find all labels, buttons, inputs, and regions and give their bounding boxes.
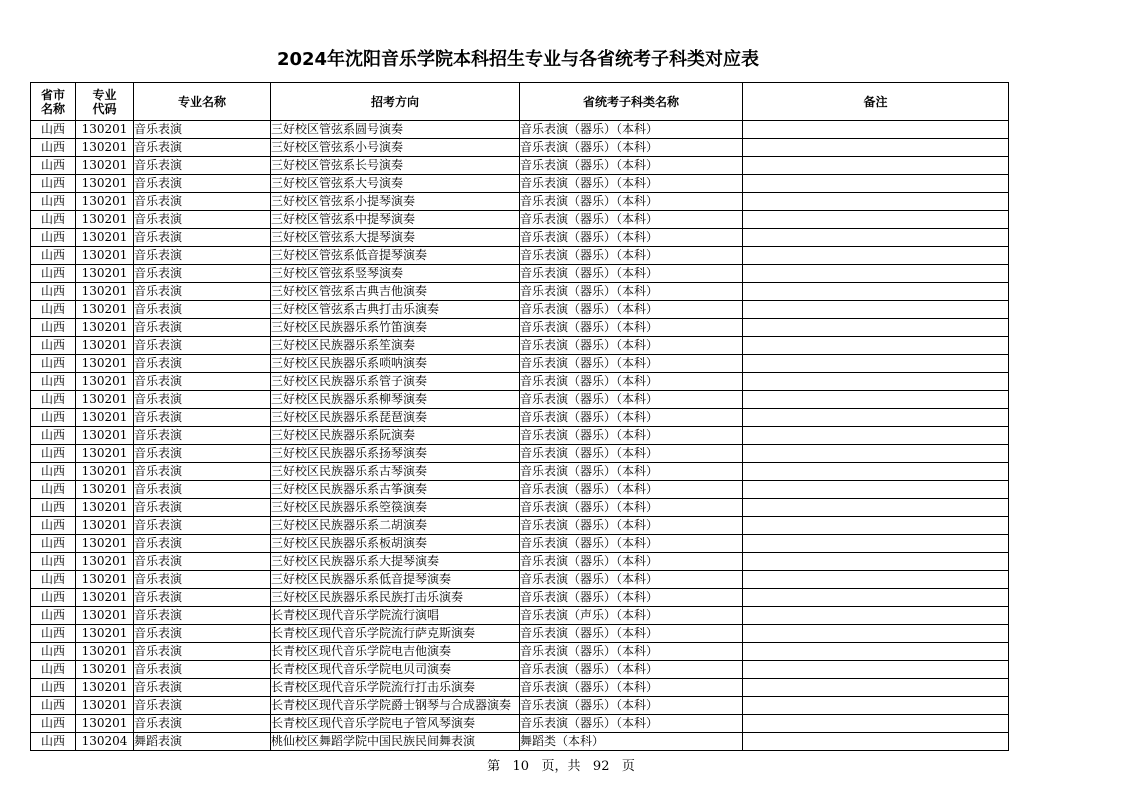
table-row <box>31 355 1009 373</box>
enrollment-table <box>30 82 1009 751</box>
cell-major-code: 130201 <box>76 571 134 589</box>
cell-province: 山西 <box>31 697 76 715</box>
cell-major-code: 130201 <box>76 175 134 193</box>
cell-category: 音乐表演（器乐）（本科） <box>520 373 743 391</box>
cell-category: 音乐表演（器乐）（本科） <box>520 391 743 409</box>
table-row <box>31 589 1009 607</box>
cell-province: 山西 <box>31 121 76 139</box>
cell-note <box>743 535 1009 553</box>
cell-note <box>743 319 1009 337</box>
table-row <box>31 157 1009 175</box>
cell-direction: 三好校区民族器乐系柳琴演奏 <box>271 391 520 409</box>
cell-category: 舞蹈类（本科） <box>520 733 743 751</box>
cell-category: 音乐表演（器乐）（本科） <box>520 517 743 535</box>
cell-direction: 三好校区民族器乐系民族打击乐演奏 <box>271 589 520 607</box>
cell-major-name: 音乐表演 <box>134 643 271 661</box>
table-row <box>31 301 1009 319</box>
cell-province: 山西 <box>31 679 76 697</box>
cell-direction: 长青校区现代音乐学院流行萨克斯演奏 <box>271 625 520 643</box>
cell-note <box>743 517 1009 535</box>
cell-major-code: 130201 <box>76 553 134 571</box>
cell-major-code: 130201 <box>76 643 134 661</box>
cell-direction: 三好校区民族器乐系管子演奏 <box>271 373 520 391</box>
cell-major-code: 130204 <box>76 733 134 751</box>
footer-current-page: 10 <box>512 759 530 774</box>
cell-note <box>743 139 1009 157</box>
cell-category: 音乐表演（器乐）（本科） <box>520 535 743 553</box>
cell-province: 山西 <box>31 625 76 643</box>
cell-note <box>743 427 1009 445</box>
cell-category: 音乐表演（器乐）（本科） <box>520 625 743 643</box>
cell-major-name: 音乐表演 <box>134 229 271 247</box>
table-row <box>31 319 1009 337</box>
cell-province: 山西 <box>31 481 76 499</box>
table-row <box>31 391 1009 409</box>
footer-total-pages: 92 <box>592 759 610 774</box>
cell-direction: 三好校区管弦系中提琴演奏 <box>271 211 520 229</box>
cell-category: 音乐表演（器乐）（本科） <box>520 679 743 697</box>
cell-note <box>743 715 1009 733</box>
table-row <box>31 553 1009 571</box>
cell-major-name: 音乐表演 <box>134 337 271 355</box>
cell-province: 山西 <box>31 499 76 517</box>
cell-major-code: 130201 <box>76 445 134 463</box>
header-category: 省统考子科类名称 <box>520 83 743 121</box>
cell-direction: 三好校区民族器乐系二胡演奏 <box>271 517 520 535</box>
cell-major-name: 音乐表演 <box>134 715 271 733</box>
cell-category: 音乐表演（器乐）（本科） <box>520 589 743 607</box>
cell-note <box>743 481 1009 499</box>
cell-province: 山西 <box>31 589 76 607</box>
cell-note <box>743 445 1009 463</box>
cell-province: 山西 <box>31 427 76 445</box>
cell-direction: 长青校区现代音乐学院流行演唱 <box>271 607 520 625</box>
cell-note <box>743 157 1009 175</box>
cell-note <box>743 463 1009 481</box>
table-row <box>31 715 1009 733</box>
table-row <box>31 607 1009 625</box>
cell-major-code: 130201 <box>76 229 134 247</box>
cell-major-name: 音乐表演 <box>134 481 271 499</box>
table-row <box>31 445 1009 463</box>
header-province-line2: 名称 <box>40 101 65 116</box>
cell-category: 音乐表演（器乐）（本科） <box>520 553 743 571</box>
cell-note <box>743 679 1009 697</box>
cell-major-code: 130201 <box>76 355 134 373</box>
cell-note <box>743 211 1009 229</box>
cell-direction: 三好校区管弦系竖琴演奏 <box>271 265 520 283</box>
cell-major-code: 130201 <box>76 499 134 517</box>
cell-province: 山西 <box>31 265 76 283</box>
cell-province: 山西 <box>31 301 76 319</box>
cell-major-code: 130201 <box>76 193 134 211</box>
cell-note <box>743 265 1009 283</box>
cell-major-code: 130201 <box>76 535 134 553</box>
cell-note <box>743 499 1009 517</box>
cell-note <box>743 229 1009 247</box>
table-row <box>31 193 1009 211</box>
footer-prefix: 第 <box>487 759 501 774</box>
cell-province: 山西 <box>31 607 76 625</box>
cell-major-name: 音乐表演 <box>134 625 271 643</box>
cell-major-code: 130201 <box>76 661 134 679</box>
cell-direction: 三好校区民族器乐系唢呐演奏 <box>271 355 520 373</box>
cell-category: 音乐表演（器乐）（本科） <box>520 409 743 427</box>
cell-province: 山西 <box>31 337 76 355</box>
table-row <box>31 427 1009 445</box>
cell-direction: 三好校区民族器乐系竹笛演奏 <box>271 319 520 337</box>
cell-major-name: 音乐表演 <box>134 445 271 463</box>
cell-note <box>743 301 1009 319</box>
cell-direction: 三好校区管弦系小提琴演奏 <box>271 193 520 211</box>
cell-direction: 长青校区现代音乐学院爵士钢琴与合成器演奏 <box>271 697 520 715</box>
page-footer <box>0 758 1122 776</box>
header-code-line1: 专业 <box>92 87 117 102</box>
cell-note <box>743 553 1009 571</box>
cell-province: 山西 <box>31 247 76 265</box>
cell-note <box>743 571 1009 589</box>
cell-major-code: 130201 <box>76 481 134 499</box>
cell-major-code: 130201 <box>76 337 134 355</box>
cell-major-code: 130201 <box>76 589 134 607</box>
cell-major-name: 音乐表演 <box>134 589 271 607</box>
table-row <box>31 625 1009 643</box>
cell-major-name: 音乐表演 <box>134 661 271 679</box>
cell-province: 山西 <box>31 193 76 211</box>
cell-note <box>743 373 1009 391</box>
cell-direction: 三好校区民族器乐系箜篌演奏 <box>271 499 520 517</box>
cell-major-code: 130201 <box>76 373 134 391</box>
table-row <box>31 571 1009 589</box>
cell-major-code: 130201 <box>76 157 134 175</box>
cell-province: 山西 <box>31 571 76 589</box>
cell-major-code: 130201 <box>76 121 134 139</box>
cell-category: 音乐表演（器乐）（本科） <box>520 229 743 247</box>
cell-province: 山西 <box>31 373 76 391</box>
cell-category: 音乐表演（器乐）（本科） <box>520 247 743 265</box>
cell-major-name: 音乐表演 <box>134 535 271 553</box>
page-title: 2024年沈阳音乐学院本科招生专业与各省统考子科类对应表 <box>276 49 760 70</box>
table-row <box>31 535 1009 553</box>
cell-direction: 长青校区现代音乐学院流行打击乐演奏 <box>271 679 520 697</box>
table-row <box>31 679 1009 697</box>
cell-major-name: 音乐表演 <box>134 679 271 697</box>
header-province <box>31 83 76 121</box>
table-row <box>31 697 1009 715</box>
table-header-row <box>31 83 1009 121</box>
table-row <box>31 661 1009 679</box>
cell-note <box>743 409 1009 427</box>
cell-category: 音乐表演（器乐）（本科） <box>520 139 743 157</box>
header-major-name: 专业名称 <box>134 83 271 121</box>
cell-direction: 长青校区现代音乐学院电贝司演奏 <box>271 661 520 679</box>
cell-direction: 三好校区民族器乐系古筝演奏 <box>271 481 520 499</box>
cell-major-code: 130201 <box>76 301 134 319</box>
cell-direction: 桃仙校区舞蹈学院中国民族民间舞表演 <box>271 733 520 751</box>
cell-category: 音乐表演（器乐）（本科） <box>520 481 743 499</box>
cell-note <box>743 121 1009 139</box>
cell-note <box>743 625 1009 643</box>
header-note: 备注 <box>743 83 1009 121</box>
cell-note <box>743 193 1009 211</box>
cell-category: 音乐表演（声乐）（本科） <box>520 607 743 625</box>
cell-note <box>743 589 1009 607</box>
table-row <box>31 463 1009 481</box>
table-row <box>31 265 1009 283</box>
cell-major-name: 舞蹈表演 <box>134 733 271 751</box>
cell-province: 山西 <box>31 517 76 535</box>
table-row <box>31 121 1009 139</box>
table-row <box>31 517 1009 535</box>
cell-major-code: 130201 <box>76 211 134 229</box>
cell-major-code: 130201 <box>76 463 134 481</box>
cell-direction: 三好校区管弦系低音提琴演奏 <box>271 247 520 265</box>
cell-category: 音乐表演（器乐）（本科） <box>520 463 743 481</box>
table-row <box>31 643 1009 661</box>
cell-category: 音乐表演（器乐）（本科） <box>520 175 743 193</box>
cell-major-name: 音乐表演 <box>134 265 271 283</box>
cell-major-code: 130201 <box>76 607 134 625</box>
cell-category: 音乐表演（器乐）（本科） <box>520 571 743 589</box>
cell-note <box>743 355 1009 373</box>
cell-note <box>743 247 1009 265</box>
cell-direction: 三好校区民族器乐系扬琴演奏 <box>271 445 520 463</box>
cell-note <box>743 661 1009 679</box>
cell-major-code: 130201 <box>76 679 134 697</box>
table-row <box>31 481 1009 499</box>
cell-major-name: 音乐表演 <box>134 553 271 571</box>
cell-major-name: 音乐表演 <box>134 121 271 139</box>
cell-major-code: 130201 <box>76 517 134 535</box>
cell-category: 音乐表演（器乐）（本科） <box>520 715 743 733</box>
cell-direction: 长青校区现代音乐学院电子管风琴演奏 <box>271 715 520 733</box>
cell-province: 山西 <box>31 211 76 229</box>
cell-major-code: 130201 <box>76 319 134 337</box>
table-row <box>31 499 1009 517</box>
cell-major-code: 130201 <box>76 247 134 265</box>
cell-province: 山西 <box>31 409 76 427</box>
cell-major-name: 音乐表演 <box>134 463 271 481</box>
cell-category: 音乐表演（器乐）（本科） <box>520 319 743 337</box>
cell-category: 音乐表演（器乐）（本科） <box>520 697 743 715</box>
cell-province: 山西 <box>31 175 76 193</box>
cell-major-code: 130201 <box>76 409 134 427</box>
cell-major-code: 130201 <box>76 391 134 409</box>
cell-province: 山西 <box>31 157 76 175</box>
table-row <box>31 373 1009 391</box>
table-row <box>31 733 1009 751</box>
cell-major-name: 音乐表演 <box>134 517 271 535</box>
cell-category: 音乐表演（器乐）（本科） <box>520 283 743 301</box>
table-row <box>31 229 1009 247</box>
cell-category: 音乐表演（器乐）（本科） <box>520 499 743 517</box>
cell-category: 音乐表演（器乐）（本科） <box>520 157 743 175</box>
cell-province: 山西 <box>31 733 76 751</box>
header-province-line1: 省市 <box>40 87 65 102</box>
cell-major-name: 音乐表演 <box>134 607 271 625</box>
table-row <box>31 283 1009 301</box>
cell-note <box>743 391 1009 409</box>
cell-province: 山西 <box>31 355 76 373</box>
cell-note <box>743 643 1009 661</box>
cell-direction: 三好校区民族器乐系低音提琴演奏 <box>271 571 520 589</box>
table-row <box>31 175 1009 193</box>
cell-category: 音乐表演（器乐）（本科） <box>520 643 743 661</box>
cell-direction: 三好校区民族器乐系板胡演奏 <box>271 535 520 553</box>
cell-major-name: 音乐表演 <box>134 319 271 337</box>
cell-major-name: 音乐表演 <box>134 247 271 265</box>
cell-direction: 长青校区现代音乐学院电吉他演奏 <box>271 643 520 661</box>
cell-province: 山西 <box>31 715 76 733</box>
cell-major-name: 音乐表演 <box>134 157 271 175</box>
cell-major-code: 130201 <box>76 265 134 283</box>
cell-category: 音乐表演（器乐）（本科） <box>520 265 743 283</box>
cell-major-code: 130201 <box>76 715 134 733</box>
cell-note <box>743 283 1009 301</box>
cell-direction: 三好校区管弦系长号演奏 <box>271 157 520 175</box>
cell-category: 音乐表演（器乐）（本科） <box>520 211 743 229</box>
cell-direction: 三好校区管弦系大号演奏 <box>271 175 520 193</box>
cell-direction: 三好校区民族器乐系阮演奏 <box>271 427 520 445</box>
table-row <box>31 139 1009 157</box>
cell-province: 山西 <box>31 463 76 481</box>
header-code-line2: 代码 <box>92 101 117 116</box>
cell-note <box>743 733 1009 751</box>
cell-province: 山西 <box>31 445 76 463</box>
cell-major-name: 音乐表演 <box>134 175 271 193</box>
header-major-code <box>76 83 134 121</box>
cell-category: 音乐表演（器乐）（本科） <box>520 445 743 463</box>
cell-major-code: 130201 <box>76 625 134 643</box>
table-row <box>31 211 1009 229</box>
cell-major-name: 音乐表演 <box>134 193 271 211</box>
cell-category: 音乐表演（器乐）（本科） <box>520 661 743 679</box>
cell-province: 山西 <box>31 139 76 157</box>
cell-direction: 三好校区管弦系小号演奏 <box>271 139 520 157</box>
cell-direction: 三好校区民族器乐系笙演奏 <box>271 337 520 355</box>
cell-province: 山西 <box>31 391 76 409</box>
cell-major-code: 130201 <box>76 427 134 445</box>
cell-province: 山西 <box>31 661 76 679</box>
cell-major-name: 音乐表演 <box>134 409 271 427</box>
cell-category: 音乐表演（器乐）（本科） <box>520 355 743 373</box>
cell-province: 山西 <box>31 535 76 553</box>
cell-note <box>743 697 1009 715</box>
cell-province: 山西 <box>31 643 76 661</box>
cell-province: 山西 <box>31 319 76 337</box>
cell-major-code: 130201 <box>76 283 134 301</box>
cell-note <box>743 175 1009 193</box>
cell-province: 山西 <box>31 553 76 571</box>
cell-major-name: 音乐表演 <box>134 355 271 373</box>
cell-major-code: 130201 <box>76 697 134 715</box>
cell-direction: 三好校区管弦系古典吉他演奏 <box>271 283 520 301</box>
cell-major-name: 音乐表演 <box>134 301 271 319</box>
cell-category: 音乐表演（器乐）（本科） <box>520 301 743 319</box>
cell-direction: 三好校区民族器乐系大提琴演奏 <box>271 553 520 571</box>
cell-category: 音乐表演（器乐）（本科） <box>520 193 743 211</box>
cell-direction: 三好校区管弦系古典打击乐演奏 <box>271 301 520 319</box>
cell-major-code: 130201 <box>76 139 134 157</box>
cell-direction: 三好校区民族器乐系琵琶演奏 <box>271 409 520 427</box>
table-row <box>31 337 1009 355</box>
cell-direction: 三好校区民族器乐系古琴演奏 <box>271 463 520 481</box>
table-row <box>31 409 1009 427</box>
table-row <box>31 247 1009 265</box>
cell-direction: 三好校区管弦系大提琴演奏 <box>271 229 520 247</box>
cell-major-name: 音乐表演 <box>134 211 271 229</box>
cell-major-name: 音乐表演 <box>134 571 271 589</box>
cell-province: 山西 <box>31 283 76 301</box>
cell-category: 音乐表演（器乐）（本科） <box>520 427 743 445</box>
footer-middle: 页，共 <box>541 759 581 774</box>
cell-major-name: 音乐表演 <box>134 391 271 409</box>
cell-major-name: 音乐表演 <box>134 427 271 445</box>
cell-major-name: 音乐表演 <box>134 283 271 301</box>
cell-major-name: 音乐表演 <box>134 697 271 715</box>
header-direction: 招考方向 <box>271 83 520 121</box>
cell-province: 山西 <box>31 229 76 247</box>
cell-major-name: 音乐表演 <box>134 373 271 391</box>
cell-direction: 三好校区管弦系圆号演奏 <box>271 121 520 139</box>
cell-category: 音乐表演（器乐）（本科） <box>520 337 743 355</box>
cell-major-name: 音乐表演 <box>134 139 271 157</box>
cell-note <box>743 337 1009 355</box>
cell-major-name: 音乐表演 <box>134 499 271 517</box>
cell-category: 音乐表演（器乐）（本科） <box>520 121 743 139</box>
table-body <box>31 121 1009 751</box>
footer-suffix: 页 <box>621 759 635 774</box>
cell-note <box>743 607 1009 625</box>
